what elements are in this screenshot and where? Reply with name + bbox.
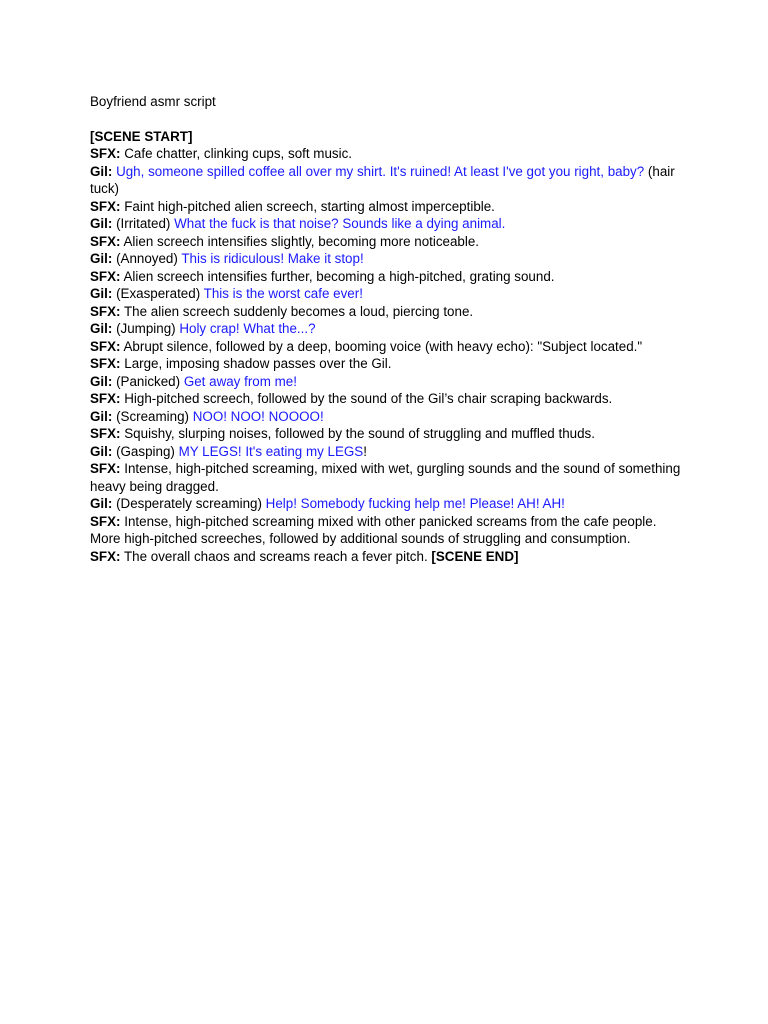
script-line (90, 548, 690, 566)
script-line (90, 215, 690, 233)
script-line (90, 198, 690, 216)
speaker-label: SFX: (90, 426, 121, 441)
stage-note: (Irritated) (116, 216, 171, 231)
speaker-label: SFX: (90, 146, 121, 161)
scene-start-marker: [SCENE START] (90, 128, 193, 144)
speaker-label: Gil: (90, 251, 113, 266)
script-line (90, 338, 690, 356)
dialogue-text: This is the worst cafe ever! (203, 286, 363, 301)
line-text: Squishy, slurping noises, followed by the sound of struggling and muffled thuds. (124, 426, 595, 441)
script-line (90, 163, 690, 198)
speaker-label: Gil: (90, 373, 113, 389)
speaker-label: SFX: (90, 338, 121, 354)
line-text: Cafe chatter, clinking cups, soft music. (124, 146, 352, 161)
script-line (90, 373, 690, 391)
script-line (90, 408, 690, 426)
dialogue-text: NOO! NOO! NOOOO! (192, 408, 324, 424)
script-line (90, 355, 690, 373)
speaker-label: SFX: (90, 233, 121, 249)
line-text: The overall chaos and screams reach a fever pitch. (124, 548, 428, 564)
stage-note: (Annoyed) (116, 251, 178, 266)
dialogue-text: Holy crap! What the...? (179, 321, 316, 336)
speaker-label: Gil: (90, 163, 113, 179)
stage-note: (Screaming) (116, 408, 189, 424)
script-line (90, 495, 690, 513)
speaker-label: Gil: (90, 216, 113, 231)
speaker-label: Gil: (90, 321, 113, 336)
script-line (90, 390, 690, 408)
line-text: The alien screech suddenly becomes a loud, piercing tone. (124, 303, 474, 319)
speaker-label: Gil: (90, 496, 113, 511)
line-text: Alien screech intensifies slightly, becoming more noticeable. (123, 233, 480, 249)
speaker-label: SFX: (90, 198, 121, 214)
document-title: Boyfriend asmr script (90, 94, 216, 109)
line-text: Alien screech intensifies further, becoming a high-pitched, grating sound. (123, 268, 555, 284)
line-text: Abrupt silence, followed by a deep, booming voice (with heavy echo): "Subject located." (123, 338, 643, 354)
speaker-label: SFX: (90, 461, 121, 476)
stage-note: (Jumping) (116, 321, 176, 336)
script-line (90, 285, 690, 303)
dialogue-text: MY LEGS! It's eating my LEGS (178, 443, 364, 459)
speaker-label: Gil: (90, 408, 113, 424)
stage-note: (Exasperated) (116, 286, 201, 301)
dialogue-text: What the fuck is that noise? Sounds like a dying animal. (174, 216, 506, 231)
line-text: Large, imposing shadow passes over the Gil. (124, 356, 392, 371)
script-lines (90, 145, 690, 565)
dialogue-text: Help! Somebody fucking help me! Please! AH! AH! (265, 496, 565, 511)
speaker-label: SFX: (90, 548, 121, 564)
speaker-label: SFX: (90, 356, 121, 371)
dialogue-text: Get away from me! (183, 373, 297, 389)
script-line (90, 460, 690, 495)
script-line (90, 425, 690, 443)
stage-note: (Gasping) (116, 443, 175, 459)
script-line (90, 303, 690, 321)
dialogue-text: This is ridiculous! Make it stop! (181, 251, 364, 266)
line-text: Intense, high-pitched screaming mixed with other panicked screams from the cafe people. More high-pitched screeches, followed by additional sounds of struggling and consumption. (90, 513, 657, 546)
speaker-label: Gil: (90, 286, 113, 301)
document-page (90, 93, 690, 565)
line-text: High-pitched screech, followed by the sound of the Gil’s chair scraping backwards. (124, 391, 613, 406)
scene-end-marker: [SCENE END] (431, 548, 519, 564)
after-text: (hair tuck) (90, 163, 675, 196)
stage-note: (Panicked) (116, 373, 181, 389)
speaker-label: SFX: (90, 513, 121, 529)
speaker-label: SFX: (90, 391, 121, 406)
stage-note: (Desperately screaming) (116, 496, 262, 511)
line-text: Faint high-pitched alien screech, starting almost imperceptible. (124, 198, 495, 214)
script-line (90, 513, 690, 548)
after-text: ! (363, 443, 367, 459)
dialogue-text: Ugh, someone spilled coffee all over my shirt. It's ruined! At least I've got you right, baby? (116, 163, 645, 179)
script-line (90, 145, 690, 163)
line-text: Intense, high-pitched screaming, mixed with wet, gurgling sounds and the sound of something heavy being dragged. (90, 461, 681, 494)
script-line (90, 233, 690, 251)
script-line (90, 320, 690, 338)
speaker-label: Gil: (90, 443, 113, 459)
script-line (90, 443, 690, 461)
script-line (90, 268, 690, 286)
speaker-label: SFX: (90, 268, 121, 284)
script-line (90, 250, 690, 268)
speaker-label: SFX: (90, 303, 121, 319)
